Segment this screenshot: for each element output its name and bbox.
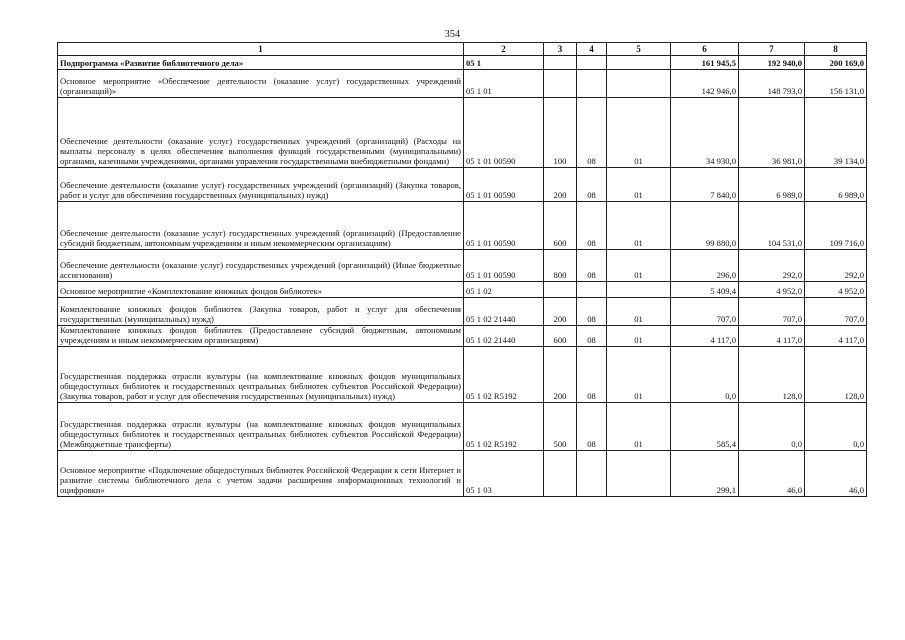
header-row [58,43,867,56]
name-cell: Обеспечение деятельности (оказание услуг) государственных учреждений (организаций) (Закупка товаров, работ и услуг для обеспечения государственных (муниципальных) нужд) [58,168,464,202]
type-cell: 500 [544,402,577,450]
value-col8-cell: 39 134,0 [805,98,867,168]
value-col7-cell: 4 117,0 [739,326,805,347]
value-col8-cell: 707,0 [805,298,867,326]
section-cell [577,282,607,298]
table-row [58,98,867,168]
table-row [58,250,867,282]
section-cell: 08 [577,298,607,326]
subsection-cell: 01 [607,326,671,347]
name-cell: Государственная поддержка отрасли культуры (на комплектование книжных фондов муниципальных общедоступных библиотек и государственных центральных библиотек субъектов Российской Федерации) (Межбюджетные трансферты) [58,402,464,450]
header-cell-5: 5 [607,43,671,56]
value-col7-cell: 192 940,0 [739,56,805,70]
name-cell: Государственная поддержка отрасли культуры (на комплектование книжных фондов муниципальных общедоступных библиотек и государственных центральных библиотек субъектов Российской Федерации) (Закупка товаров, работ и услуг для обеспечения государственных (муниципальных) нужд) [58,346,464,402]
subsection-cell: 01 [607,346,671,402]
value-col6-cell: 4 117,0 [671,326,739,347]
table-row [58,70,867,98]
value-col6-cell: 142 946,0 [671,70,739,98]
page-number: 354 [444,29,461,40]
value-col6-cell: 299,1 [671,450,739,496]
header-cell-6: 6 [671,43,739,56]
code-cell: 05 1 01 00590 [464,98,544,168]
table-row [58,282,867,298]
table-row [58,326,867,347]
value-col6-cell: 5 409,4 [671,282,739,298]
section-cell [577,450,607,496]
code-cell: 05 1 [464,56,544,70]
code-cell: 05 1 02 R5192 [464,402,544,450]
header-cell-code: 2 [464,43,544,56]
section-cell: 08 [577,202,607,250]
value-col6-cell: 34 930,0 [671,98,739,168]
code-cell: 05 1 01 00590 [464,168,544,202]
section-cell [577,56,607,70]
type-cell [544,282,577,298]
header-cell-7: 7 [739,43,805,56]
code-cell: 05 1 02 21440 [464,326,544,347]
value-col7-cell: 46,0 [739,450,805,496]
value-col8-cell: 200 169,0 [805,56,867,70]
code-cell: 05 1 01 [464,70,544,98]
name-cell: Обеспечение деятельности (оказание услуг) государственных учреждений (организаций) (Предоставление субсидий бюджетным, автономным учреждениям и иным некоммерческим организациям) [58,202,464,250]
value-col7-cell: 148 793,0 [739,70,805,98]
type-cell [544,450,577,496]
name-cell: Обеспечение деятельности (оказание услуг) государственных учреждений (организаций) (Иные бюджетные ассигнования) [58,250,464,282]
subsection-cell [607,70,671,98]
subsection-cell [607,450,671,496]
code-cell: 05 1 02 [464,282,544,298]
value-col8-cell: 4 117,0 [805,326,867,347]
section-cell: 08 [577,98,607,168]
budget-table [57,42,867,497]
type-cell: 800 [544,250,577,282]
table-row [58,56,867,70]
name-cell: Комплектование книжных фондов библиотек (Закупка товаров, работ и услуг для обеспечения государственных (муниципальных) нужд) [58,298,464,326]
subsection-cell [607,56,671,70]
code-cell: 05 1 01 00590 [464,250,544,282]
table-row [58,202,867,250]
type-cell: 600 [544,326,577,347]
table-row [58,450,867,496]
value-col6-cell: 296,0 [671,250,739,282]
value-col6-cell: 99 880,0 [671,202,739,250]
subsection-cell: 01 [607,402,671,450]
header-cell-8: 8 [805,43,867,56]
subsection-cell: 01 [607,168,671,202]
value-col6-cell: 707,0 [671,298,739,326]
name-cell: Подпрограмма «Развитие библиотечного дела» [58,56,464,70]
value-col7-cell: 0,0 [739,402,805,450]
subsection-cell [607,282,671,298]
value-col6-cell: 161 945,5 [671,56,739,70]
code-cell: 05 1 02 21440 [464,298,544,326]
section-cell: 08 [577,250,607,282]
header-cell-name: 1 [58,43,464,56]
value-col8-cell: 156 131,0 [805,70,867,98]
name-cell: Обеспечение деятельности (оказание услуг) государственных учреждений (организаций) (Расходы на выплаты персоналу в целях обеспечения выполнения функций государственными (муниципальными) органами, казенными учреждениями, органами управления государственными внебюджетными фондами) [58,98,464,168]
value-col7-cell: 707,0 [739,298,805,326]
code-cell: 05 1 01 00590 [464,202,544,250]
value-col8-cell: 0,0 [805,402,867,450]
code-cell: 05 1 03 [464,450,544,496]
type-cell: 100 [544,98,577,168]
value-col7-cell: 292,0 [739,250,805,282]
value-col7-cell: 36 981,0 [739,98,805,168]
subsection-cell: 01 [607,298,671,326]
value-col6-cell: 585,4 [671,402,739,450]
value-col8-cell: 46,0 [805,450,867,496]
type-cell: 200 [544,298,577,326]
type-cell: 200 [544,346,577,402]
section-cell: 08 [577,346,607,402]
name-cell: Комплектование книжных фондов библиотек (Предоставление субсидий бюджетным, автономным учреждениям и иным некоммерческим организациям) [58,326,464,347]
subsection-cell: 01 [607,202,671,250]
value-col8-cell: 4 952,0 [805,282,867,298]
table-row [58,298,867,326]
section-cell: 08 [577,326,607,347]
name-cell: Основное мероприятие «Комплектование книжных фондов библиотек» [58,282,464,298]
value-col8-cell: 109 716,0 [805,202,867,250]
value-col7-cell: 104 531,0 [739,202,805,250]
table-row [58,168,867,202]
table-row [58,346,867,402]
section-cell: 08 [577,402,607,450]
value-col7-cell: 4 952,0 [739,282,805,298]
value-col8-cell: 128,0 [805,346,867,402]
table-row [58,402,867,450]
type-cell [544,70,577,98]
header-cell-3: 3 [544,43,577,56]
value-col7-cell: 128,0 [739,346,805,402]
value-col7-cell: 6 989,0 [739,168,805,202]
name-cell: Основное мероприятие «Обеспечение деятельности (оказание услуг) государственных учреждений (организаций)» [58,70,464,98]
type-cell: 600 [544,202,577,250]
value-col6-cell: 0,0 [671,346,739,402]
table-body [58,56,867,497]
type-cell [544,56,577,70]
name-cell: Основное мероприятие «Подключение общедоступных библиотек Российской Федерации к сети Интернет и развитие системы библиотечного дела с учетом задачи расширения информационных технологий и оцифровки» [58,450,464,496]
value-col8-cell: 6 989,0 [805,168,867,202]
code-cell: 05 1 02 R5192 [464,346,544,402]
type-cell: 200 [544,168,577,202]
section-cell [577,70,607,98]
subsection-cell: 01 [607,250,671,282]
subsection-cell: 01 [607,98,671,168]
header-cell-4: 4 [577,43,607,56]
value-col8-cell: 292,0 [805,250,867,282]
value-col6-cell: 7 840,0 [671,168,739,202]
section-cell: 08 [577,168,607,202]
